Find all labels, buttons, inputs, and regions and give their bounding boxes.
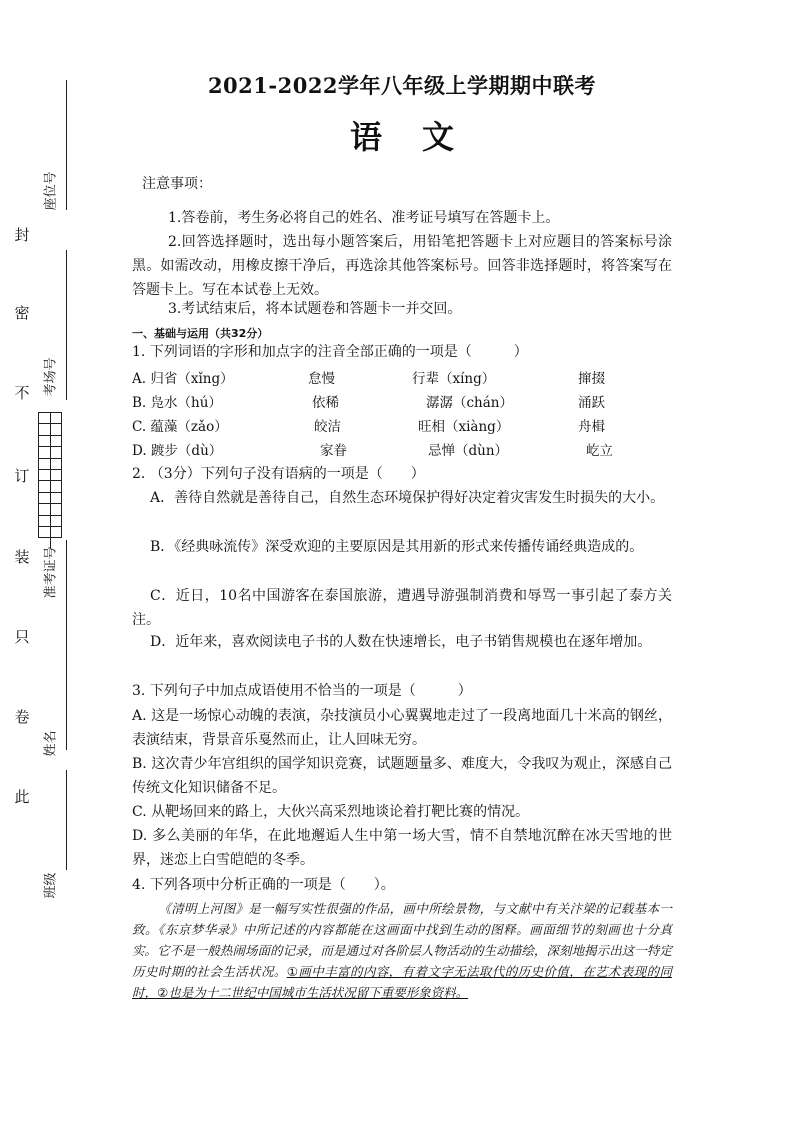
q1-row-d (132, 439, 672, 461)
exam-room-line (66, 250, 67, 400)
binding-strip (0, 0, 110, 1123)
q1-cell: 家眷 (320, 443, 347, 459)
seal-char: 装 (14, 548, 30, 566)
q3-option-a: A. 这是一场惊心动魄的表演，杂技演员小心翼翼地走过了一段离地面几十米高的钢丝，表演结束，背景音乐戛然而止，让人回味无穷。 (132, 708, 672, 748)
seal-char: 卷 (14, 708, 30, 726)
q3-option-c: C. 从靶场回来的路上，大伙兴高采烈地谈论着打靶比赛的情况。 (132, 804, 530, 820)
seal-char: 订 (14, 467, 30, 485)
q3-option-b: B. 这次青少年宫组织的国学知识竞赛，试题题量多、难度大，令我叹为观止，深感自己传统文化知识储备不足。 (132, 756, 672, 796)
q1-cell: 舟楫 (578, 419, 605, 435)
q2-option-c: C．近日，10名中国游客在泰国旅游，遭遇导游强制消费和辱骂一事引起了泰方关注。 (132, 588, 672, 628)
q4-passage-underlined: ①画中丰富的内容，有着文字无法取代的历史价值，在艺术表现的同时，②也是为十二世纪中国城市生活状况留下重要形象资料。 (132, 964, 672, 1000)
q1-row-b (132, 391, 672, 413)
q1-cell: 行辈（xíng） (412, 371, 496, 387)
seal-char: 封 (14, 226, 30, 244)
exam-id-label: 准考证号 (43, 546, 59, 599)
name-line (66, 640, 67, 750)
q1-cell: A. 归省（xǐng） (132, 371, 234, 387)
exam-id-grid (38, 412, 62, 538)
q1-cell: D. 踱步（dù） (132, 443, 223, 459)
seal-char: 不 (14, 384, 30, 402)
q1-cell: 涌跃 (578, 395, 605, 411)
q3-stem: 3. 下列句子中加点成语使用不恰当的一项是（ ） (132, 683, 472, 699)
q4-stem: 4. 下列各项中分析正确的一项是（ ）。 (132, 877, 395, 893)
q1-row-c (132, 415, 672, 437)
seat-number-line (66, 80, 67, 210)
q4-passage-text: 《清明上河图》是一幅写实性很强的作品，画中所绘景物，与文献中有关汴梁的记载基本一致。《东京梦华录》中所记述的内容都能在这画面中找到生动的图释。画面细节的刻画也十分真实。它不是一般热闹场面的记录，而是通过对各阶层人物活动的生动描绘，深刻地揭示出这一特定历史时期的社会生活状况。 (132, 901, 672, 979)
subject-title: 语文 (349, 118, 494, 156)
q2-option-b: B．《经典咏流传》深受欢迎的主要原因是其用新的形式来传播传诵经典造成的。 (150, 539, 644, 555)
q1-cell: C. 蕴藻（zǎo） (132, 419, 228, 435)
q2-option-a: A．善待自然就是善待自己，自然生态环境保护得好决定着灾害发生时损失的大小。 (150, 490, 665, 506)
q3-option-d: D. 多么美丽的年华，在此地邂逅人生中第一场大雪，情不自禁地沉醉在冰天雪地的世界，迷恋上白雪皑皑的冬季。 (132, 828, 672, 868)
class-line (66, 770, 67, 870)
seat-number-label: 座位号 (43, 171, 59, 211)
q1-cell: 旺相（xiàng） (418, 419, 510, 435)
exam-id-line (66, 540, 67, 640)
q2-option-d: D．近年来，喜欢阅读电子书的人数在快速增长，电子书销售规模也在逐年增加。 (150, 634, 652, 650)
q1-cell: 怠慢 (308, 371, 335, 387)
notice-item-1: 1.答卷前，考生务必将自己的姓名、准考证号填写在答题卡上。 (168, 210, 560, 226)
q1-cell: B. 凫水（hú） (132, 395, 222, 411)
q1-cell: 忌惮（dùn） (428, 443, 509, 459)
exam-title: 2021-2022学年八年级上学期期中联考 (207, 73, 597, 98)
q1-cell: 屹立 (586, 443, 613, 459)
seal-char: 此 (14, 788, 30, 806)
seal-char: 密 (14, 304, 30, 322)
notice-item-2: 2.回答选择题时，选出每小题答案后，用铅笔把答题卡上对应题目的答案标号涂黑。如需改动，用橡皮擦干净后，再选涂其他答案标号。回答非选择题时，将答案写在答题卡上。写在本试卷上无效。 (132, 234, 672, 298)
notice-item-3: 3.考试结束后，将本试题卷和答题卡一并交回。 (168, 301, 462, 317)
class-label: 班级 (43, 872, 59, 899)
exam-room-label: 考场号 (43, 357, 59, 397)
q1-stem: 1. 下列词语的字形和加点字的注音全部正确的一项是（ ） (132, 344, 528, 360)
section-heading: 一、基础与运用（共32分） (132, 327, 269, 340)
name-label: 姓名 (43, 730, 59, 757)
q4-passage (132, 898, 672, 1003)
q1-row-a (132, 367, 672, 389)
q2-stem: 2. （3分）下列句子没有语病的一项是（ ） (132, 466, 425, 482)
q1-cell: 皎洁 (314, 419, 341, 435)
q1-cell: 潺潺（chán） (426, 395, 513, 411)
seal-char: 只 (14, 628, 30, 646)
notice-heading: 注意事项： (142, 176, 212, 192)
q1-cell: 撺掇 (578, 371, 605, 387)
q1-cell: 依稀 (312, 395, 339, 411)
